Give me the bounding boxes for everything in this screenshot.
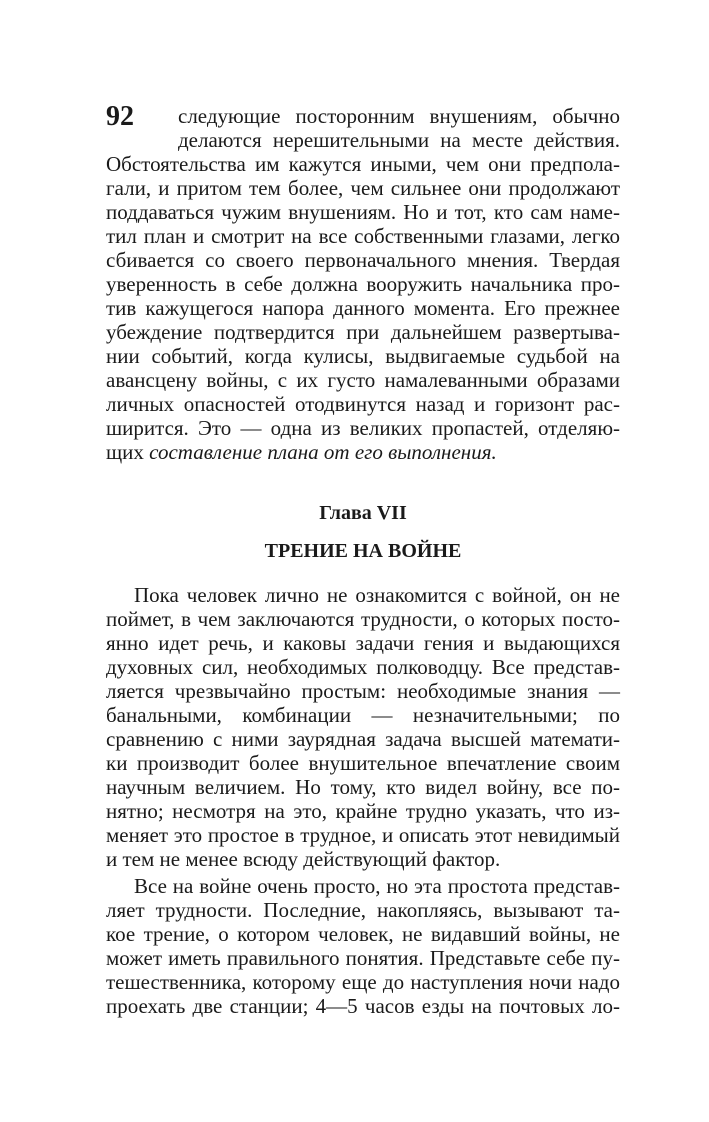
text-line: ширится. Это — одна из великих пропастей, отделяю- bbox=[106, 416, 620, 440]
text-line: следующие посторонним внушениям, обычно bbox=[178, 104, 620, 128]
text-line: ки производит более внушительное впечатление своим bbox=[106, 751, 620, 775]
text-line: меняет это простое в трудное, и описать этот невидимый bbox=[106, 823, 620, 847]
text-line: сравнению с ними заурядная задача высшей математи- bbox=[106, 727, 620, 751]
text-line: Пока человек лично не ознакомится с войной, он не bbox=[134, 583, 620, 607]
text-line: Обстоятельства им кажутся иными, чем они предпола- bbox=[106, 152, 620, 176]
text-line: делаются нерешительными на месте действия. bbox=[178, 128, 620, 152]
text-line: банальными, комбинации — незначительными; по bbox=[106, 703, 620, 727]
text-line: тил план и смотрит на все собственными глазами, легко bbox=[106, 224, 620, 248]
chapter-label: Глава VII bbox=[319, 502, 407, 524]
text-line: Все на войне очень просто, но эта простота представ- bbox=[134, 874, 620, 898]
text-line: научным величием. Но тому, кто видел войну, все по- bbox=[106, 775, 620, 799]
text-line: уверенность в себе должна вооружить начальника про- bbox=[106, 272, 620, 296]
italic-phrase: составление плана от его выполнения. bbox=[149, 440, 497, 464]
text-line: проехать две станции; 4—5 часов езды на почтовых ло- bbox=[106, 994, 620, 1018]
text-line: убеждение подтвердится при дальнейшем развертыва- bbox=[106, 320, 620, 344]
text-line-prefix: щих bbox=[106, 440, 150, 464]
chapter-title: ТРЕНИЕ НА ВОЙНЕ bbox=[264, 540, 462, 562]
text-line: может иметь правильного понятия. Представьте себе пу- bbox=[106, 946, 620, 970]
text-line: авансцену войны, с их густо намалеванными образами bbox=[106, 368, 620, 392]
text-line: ляет трудности. Последние, накопляясь, вызывают та- bbox=[106, 898, 620, 922]
text-line: ляется чрезвычайно простым: необходимые знания — bbox=[106, 679, 620, 703]
text-line: поддаваться чужим внушениям. Но и тот, кто сам наме- bbox=[106, 200, 620, 224]
text-line: и тем не менее всюду действующий фактор. bbox=[106, 847, 501, 871]
text-line: поймет, в чем заключаются трудности, о которых посто- bbox=[106, 607, 620, 631]
text-line: нятно; несмотря на это, крайне трудно указать, что из- bbox=[106, 799, 620, 823]
page-number: 92 bbox=[106, 101, 134, 132]
text-line: нии событий, когда кулисы, выдвигаемые судьбой на bbox=[106, 344, 620, 368]
text-line: кое трение, о котором человек, не видавший войны, не bbox=[106, 922, 620, 946]
text-line: тив кажущегося напора данного момента. Его прежнее bbox=[106, 296, 620, 320]
text-line: личных опасностей отодвинутся назад и горизонт рас- bbox=[106, 392, 620, 416]
text-line: гали, и притом тем более, чем сильнее они продолжают bbox=[106, 176, 620, 200]
text-line: сбивается со своего первоначального мнения. Твердая bbox=[106, 248, 620, 272]
text-line: янно идет речь, и каковы задачи гения и выдающихся bbox=[106, 631, 620, 655]
text-line: духовных сил, необходимых полководцу. Все представ- bbox=[106, 655, 620, 679]
text-line-last bbox=[106, 440, 620, 464]
text-line: тешественника, которому еще до наступления ночи надо bbox=[106, 970, 620, 994]
